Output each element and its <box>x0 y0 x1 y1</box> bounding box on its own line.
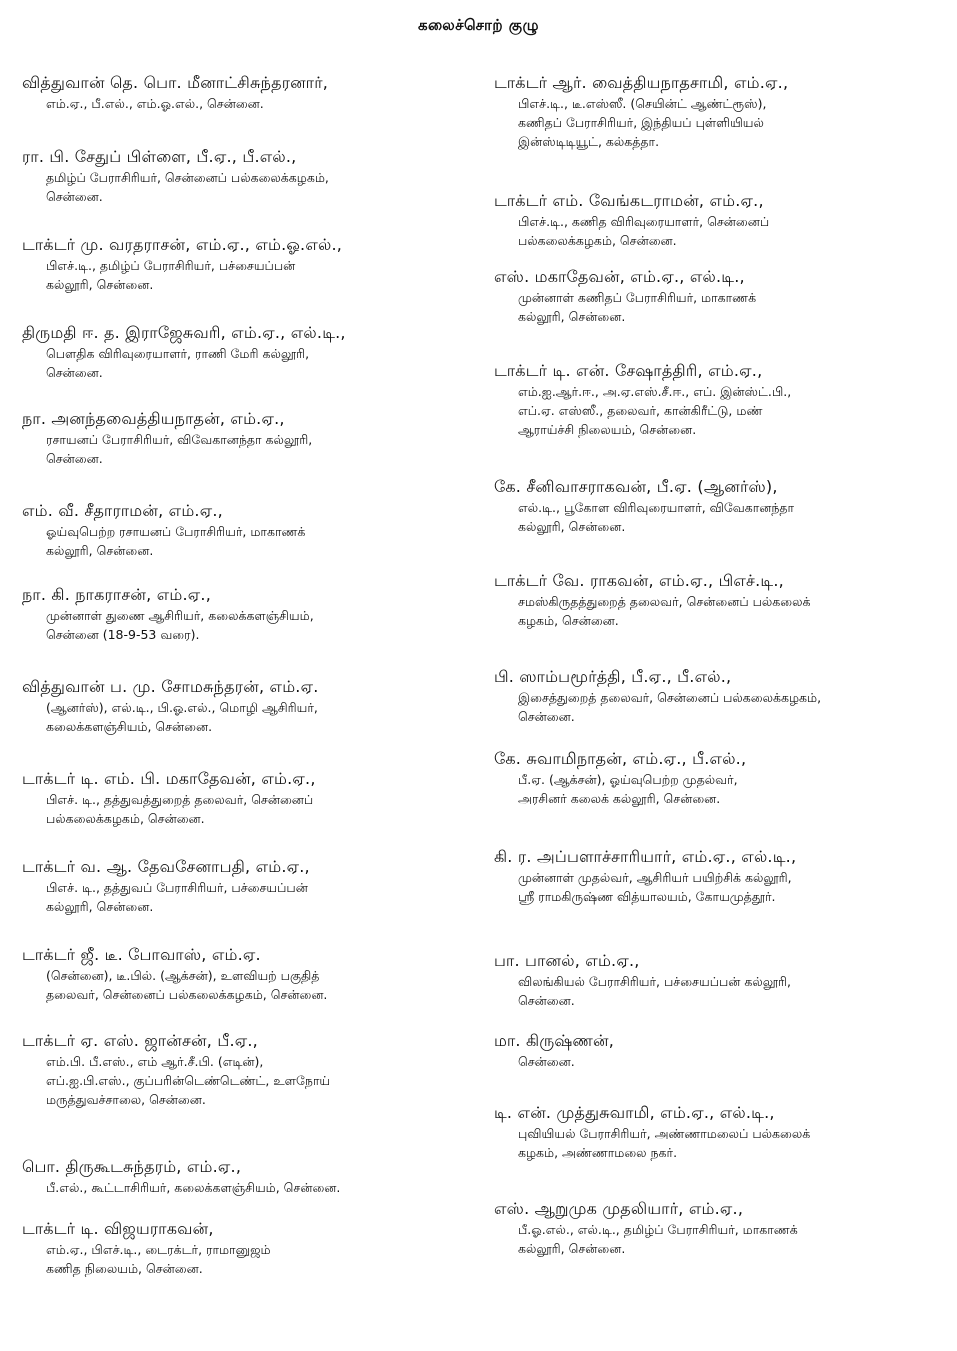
member-detail-line: சென்னை. <box>518 709 575 724</box>
member-entry <box>22 768 472 828</box>
member-entry <box>22 1218 472 1278</box>
member-name: எஸ். மகாதேவன், எம்.ஏ., எல்.டி., <box>494 267 745 286</box>
member-detail-line: கல்லூரி, சென்னை. <box>46 543 154 558</box>
member-entry <box>494 950 944 1010</box>
member-entry <box>494 846 944 906</box>
member-entry <box>494 266 944 326</box>
member-name: டாக்டர் ஜீ. டீ. போவாஸ், எம்.ஏ. <box>22 945 261 964</box>
member-name: கி. ர. அப்பளாச்சாரியார், எம்.ஏ., எல்.டி., <box>494 847 797 866</box>
member-detail-line: கழகம், அண்ணாமலை நகர். <box>518 1145 678 1160</box>
page-title: கலைச்சொற் குழு <box>417 16 540 34</box>
member-name: மா. கிருஷ்ணன், <box>494 1031 615 1050</box>
member-detail-line: கல்லூரி, சென்னை. <box>518 519 626 534</box>
member-detail-line: கணித நிலையம், சென்னை. <box>46 1261 203 1276</box>
member-entry <box>22 856 472 916</box>
member-entry <box>494 570 944 630</box>
member-entry <box>22 500 472 560</box>
member-detail-line: புவியியல் பேராசிரியர், அண்ணாமலைப் பல்கலைக் <box>518 1126 811 1141</box>
member-entry <box>22 1030 472 1109</box>
member-detail-line: சென்னை. <box>46 365 103 380</box>
member-detail-line: பீ.ஓ.எல்., எல்.டி., தமிழ்ப் பேராசிரியர், மாகாணக் <box>518 1222 798 1237</box>
member-detail-line: எம்.ஐ.ஆர்.ஈ., அ.ஏ.எஸ்.சீ.ஈ., எப். இன்ஸ்ட்.பி., <box>518 384 792 399</box>
member-detail-line: சென்னை. <box>518 993 575 1008</box>
member-name: பி. ஸாம்பமூர்த்தி, பீ.ஏ., பீ.எல்., <box>494 667 732 686</box>
member-detail-line: மருத்துவச்சாலை, சென்னை. <box>46 1092 206 1107</box>
member-detail-line: (ஆனர்ஸ்), எல்.டி., பி.ஓ.எல்., மொழி ஆசிரியர், <box>46 700 318 715</box>
member-detail-line: பௌதிக விரிவுரையாளர், ராணி மேரி கல்லூரி, <box>46 346 310 361</box>
member-detail-line: ரசாயனப் பேராசிரியர், விவேகானந்தா கல்லூரி, <box>46 432 313 447</box>
member-detail-line: கழகம், சென்னை. <box>518 613 619 628</box>
member-detail-line: முன்னாள் முதல்வர், ஆசிரியர் பயிற்சிக் கல்லூரி, <box>518 870 792 885</box>
member-detail-line: எப்.ஐ.பி.எஸ்., குப்பரின்டெண்டெண்ட், உளநோய் <box>46 1073 331 1088</box>
member-entry <box>494 190 944 250</box>
member-name: திருமதி ஈ. த. இராஜேசுவரி, எம்.ஏ., எல்.டி., <box>22 323 346 342</box>
member-detail-line: சென்னை. <box>46 451 103 466</box>
member-entry <box>494 1030 944 1071</box>
member-detail-line: அரசினர் கலைக் கல்லூரி, சென்னை. <box>518 791 721 806</box>
member-name: டாக்டர் டி. என். சேஷாத்திரி, எம்.ஏ., <box>494 361 763 380</box>
member-detail-line: எம்.ஏ., பீ.எல்., எம்.ஓ.எல்., சென்னை. <box>46 96 264 111</box>
member-detail-line: எப்.ஏ. எஸ்ஸீ., தலைவர், கான்கிரீட்டு, மண் <box>518 403 763 418</box>
member-name: ரா. பி. சேதுப் பிள்ளை, பீ.ஏ., பீ.எல்., <box>22 147 297 166</box>
member-entry <box>22 676 472 736</box>
member-detail-line: எம்.ஏ., பிஎச்.டி., டைரக்டர், ராமானுஜம் <box>46 1242 271 1257</box>
member-entry <box>494 666 944 726</box>
member-entry <box>22 408 472 468</box>
member-name: கே. சுவாமிநாதன், எம்.ஏ., பீ.எல்., <box>494 749 747 768</box>
member-detail-line: ஸ்ரீ ராமகிருஷ்ண வித்யாலயம், கோயமுத்தூர். <box>518 889 776 904</box>
member-detail-line: சமஸ்கிருதத்துறைத் தலைவர், சென்னைப் பல்கலைக் <box>518 594 811 609</box>
member-name: டாக்டர் எம். வேங்கடராமன், எம்.ஏ., <box>494 191 764 210</box>
member-entry <box>22 72 472 113</box>
member-name: பா. பானல், எம்.ஏ., <box>494 951 640 970</box>
member-name: எஸ். ஆறுமுக முதலியார், எம்.ஏ., <box>494 1199 744 1218</box>
member-name: டாக்டர் வ. ஆ. தேவசேனாபதி, எம்.ஏ., <box>22 857 310 876</box>
member-name: நா. அனந்தவைத்தியநாதன், எம்.ஏ., <box>22 409 285 428</box>
member-detail-line: முன்னாள் கணிதப் பேராசிரியர், மாகாணக் <box>518 290 757 305</box>
member-name: வித்துவான் ப. மு. சோமசுந்தரன், எம்.ஏ. <box>22 677 319 696</box>
member-detail-line: பல்கலைக்கழகம், சென்னை. <box>46 811 205 826</box>
member-detail-line: முன்னாள் துணை ஆசிரியர், கலைக்களஞ்சியம், <box>46 608 314 623</box>
member-detail-line: பீ.ஏ. (ஆக்சன்), ஓய்வுபெற்ற முதல்வர், <box>518 772 738 787</box>
member-detail-line: பீ.எல்., கூட்டாசிரியர், கலைக்களஞ்சியம், சென்னை. <box>46 1180 341 1195</box>
member-name: டாக்டர் மு. வரதராசன், எம்.ஏ., எம்.ஓ.எல்., <box>22 235 343 254</box>
member-detail-line: (சென்னை), டீ.பில். (ஆக்சன்), உளவியற் பகுதித் <box>46 968 320 983</box>
member-entry <box>22 234 472 294</box>
member-entry <box>22 584 472 644</box>
member-entry <box>494 748 944 808</box>
member-detail-line: இசைத்துறைத் தலைவர், சென்னைப் பல்கலைக்கழகம், <box>518 690 822 705</box>
member-name: டாக்டர் வே. ராகவன், எம்.ஏ., பிஎச்.டி., <box>494 571 784 590</box>
member-detail-line: தலைவர், சென்னைப் பல்கலைக்கழகம், சென்னை. <box>46 987 328 1002</box>
member-name: கே. சீனிவாசராகவன், பீ.ஏ. (ஆனர்ஸ்), <box>494 477 778 496</box>
member-name: டாக்டர் ஏ. எஸ். ஜான்சன், பீ.ஏ., <box>22 1031 258 1050</box>
member-entry <box>494 72 944 151</box>
member-detail-line: கல்லூரி, சென்னை. <box>518 309 626 324</box>
member-detail-line: எம்.பி. பீ.எஸ்., எம் ஆர்.சீ.பி. (எடின்), <box>46 1054 264 1069</box>
member-entry <box>22 1156 472 1197</box>
member-detail-line: இன்ஸ்டிடியூட், கல்கத்தா. <box>518 134 660 149</box>
member-name: டி. என். முத்துசுவாமி, எம்.ஏ., எல்.டி., <box>494 1103 775 1122</box>
member-detail-line: கலைக்களஞ்சியம், சென்னை. <box>46 719 213 734</box>
member-detail-line: கல்லூரி, சென்னை. <box>46 277 154 292</box>
member-detail-line: பிஎச். டி., தத்துவத்துறைத் தலைவர், சென்னைப் <box>46 792 314 807</box>
member-entry <box>22 322 472 382</box>
member-detail-line: பிஎச்.டி., தமிழ்ப் பேராசிரியர், பச்சையப்பன் <box>46 258 296 273</box>
member-name: பொ. திருகூடசுந்தரம், எம்.ஏ., <box>22 1157 242 1176</box>
member-detail-line: எல்.டி., பூகோள விரிவுரையாளர், விவேகானந்தா <box>518 500 795 515</box>
member-entry <box>494 1198 944 1258</box>
member-detail-line: சென்னை. <box>46 189 103 204</box>
member-name: எம். வீ. சீதாராமன், எம்.ஏ., <box>22 501 223 520</box>
member-detail-line: பல்கலைக்கழகம், சென்னை. <box>518 233 677 248</box>
member-detail-line: தமிழ்ப் பேராசிரியர், சென்னைப் பல்கலைக்கழகம், <box>46 170 329 185</box>
member-name: டாக்டர் டி. விஜயராகவன், <box>22 1219 214 1238</box>
member-name: நா. கி. நாகராசன், எம்.ஏ., <box>22 585 211 604</box>
member-name: வித்துவான் தெ. பொ. மீனாட்சிசுந்தரனார், <box>22 73 329 92</box>
member-name: டாக்டர் ஆர். வைத்தியநாதசாமி, எம்.ஏ., <box>494 73 789 92</box>
member-detail-line: பிஎச்.டி., கணித விரிவுரையாளர், சென்னைப் <box>518 214 770 229</box>
member-entry <box>494 476 944 536</box>
member-entry <box>494 360 944 439</box>
member-name: டாக்டர் டி. எம். பி. மகாதேவன், எம்.ஏ., <box>22 769 316 788</box>
member-detail-line: சென்னை (18-9-53 வரை). <box>46 627 200 642</box>
member-detail-line: பிஎச்.டி., டீ.எஸ்ஸீ. (செயின்ட் ஆண்ட்ரூஸ்), <box>518 96 767 111</box>
member-detail-line: கல்லூரி, சென்னை. <box>46 899 154 914</box>
member-detail-line: சென்னை. <box>518 1054 575 1069</box>
member-entry <box>22 944 472 1004</box>
member-entry <box>22 146 472 206</box>
member-detail-line: கல்லூரி, சென்னை. <box>518 1241 626 1256</box>
member-detail-line: கணிதப் பேராசிரியர், இந்தியப் புள்ளியியல் <box>518 115 764 130</box>
member-detail-line: ஆராய்ச்சி நிலையம், சென்னை. <box>518 422 697 437</box>
member-detail-line: பிஎச். டி., தத்துவப் பேராசிரியர், பச்சையப்பன் <box>46 880 308 895</box>
member-entry <box>494 1102 944 1162</box>
member-detail-line: விலங்கியல் பேராசிரியர், பச்சையப்பன் கல்லூரி, <box>518 974 792 989</box>
member-detail-line: ஓய்வுபெற்ற ரசாயனப் பேராசிரியர், மாகாணக் <box>46 524 306 539</box>
